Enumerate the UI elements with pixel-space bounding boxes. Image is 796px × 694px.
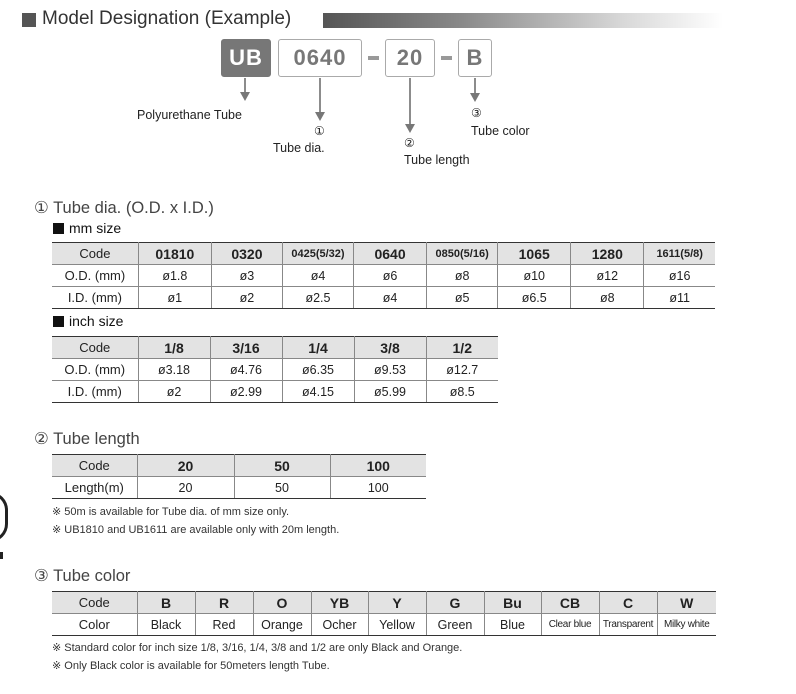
table-cell: Green bbox=[426, 614, 484, 636]
note-color-1: ※ Standard color for inch size 1/8, 3/16, 1/4, 3/8 and 1/2 are only Black and Orange. bbox=[52, 642, 463, 654]
table-cell: ø5 bbox=[427, 287, 498, 309]
table-cell: O bbox=[253, 592, 311, 614]
table-cell: 1/4 bbox=[282, 337, 354, 359]
table-cell: ø12.7 bbox=[426, 359, 498, 381]
table-cell: ø9.53 bbox=[354, 359, 426, 381]
designation-length-box: 20 bbox=[385, 39, 435, 77]
table-cell: 1065 bbox=[498, 243, 571, 265]
tube-length-table bbox=[52, 454, 426, 499]
table-cell: ø10 bbox=[498, 265, 571, 287]
mm-size-label: mm size bbox=[69, 220, 122, 236]
designation-prefix-box: UB bbox=[221, 39, 271, 77]
table-row bbox=[52, 265, 715, 287]
table-cell: C bbox=[599, 592, 657, 614]
mm-size-table bbox=[52, 242, 715, 309]
table-cell: 0640 bbox=[354, 243, 427, 265]
row-label: Code bbox=[52, 455, 137, 477]
table-cell: 01810 bbox=[138, 243, 211, 265]
table-cell: ø3 bbox=[211, 265, 282, 287]
table-row bbox=[52, 381, 498, 403]
table-cell: Transparent bbox=[599, 614, 657, 636]
table-cell: Bu bbox=[484, 592, 541, 614]
table-cell: ø8 bbox=[571, 287, 644, 309]
table-cell: ø2.99 bbox=[210, 381, 282, 403]
table-cell: 1611(5/8) bbox=[644, 243, 715, 265]
inch-size-table bbox=[52, 336, 498, 403]
mm-size-title bbox=[53, 220, 121, 236]
table-cell: 20 bbox=[137, 477, 234, 499]
table-cell: ø4.76 bbox=[210, 359, 282, 381]
note-length-2: ※ UB1810 and UB1611 are available only with 20m length. bbox=[52, 524, 340, 536]
table-cell: R bbox=[195, 592, 253, 614]
page-title: Model Designation (Example) bbox=[42, 8, 292, 29]
table-cell: ø2.5 bbox=[282, 287, 353, 309]
label-dia-number: ① bbox=[314, 124, 325, 138]
table-cell: ø6.5 bbox=[498, 287, 571, 309]
table-cell: ø11 bbox=[644, 287, 715, 309]
bullet-square bbox=[53, 316, 64, 327]
table-cell: 3/8 bbox=[354, 337, 426, 359]
edge-bracket bbox=[0, 492, 8, 542]
label-tube-dia: Tube dia. bbox=[273, 141, 325, 155]
table-cell: 0320 bbox=[211, 243, 282, 265]
table-row bbox=[52, 614, 716, 636]
table-cell: ø2 bbox=[211, 287, 282, 309]
table-cell: ø8 bbox=[427, 265, 498, 287]
table-cell: 0425(5/32) bbox=[282, 243, 353, 265]
table-cell: 3/16 bbox=[210, 337, 282, 359]
table-cell: 1/2 bbox=[426, 337, 498, 359]
label-tube-color: Tube color bbox=[471, 124, 530, 138]
row-label: Color bbox=[52, 614, 137, 636]
table-row bbox=[52, 359, 498, 381]
table-cell: 50 bbox=[234, 455, 330, 477]
designation-arrows bbox=[0, 0, 796, 180]
row-label: O.D. (mm) bbox=[52, 359, 138, 381]
table-cell: Blue bbox=[484, 614, 541, 636]
table-cell: ø6 bbox=[354, 265, 427, 287]
table-cell: Milky white bbox=[657, 614, 716, 636]
table-cell: 100 bbox=[330, 477, 426, 499]
table-cell: ø5.99 bbox=[354, 381, 426, 403]
designation-color-box: B bbox=[458, 39, 492, 77]
section-tube-color-title: ③ Tube color bbox=[34, 567, 131, 585]
row-label: I.D. (mm) bbox=[52, 381, 138, 403]
table-row bbox=[52, 592, 716, 614]
table-cell: 0850(5/16) bbox=[427, 243, 498, 265]
section-tube-length-title: ② Tube length bbox=[34, 430, 140, 448]
table-row bbox=[52, 287, 715, 309]
row-label: Code bbox=[52, 592, 137, 614]
table-cell: ø1.8 bbox=[138, 265, 211, 287]
row-label: Length(m) bbox=[52, 477, 137, 499]
table-row bbox=[52, 477, 426, 499]
table-cell: Clear blue bbox=[541, 614, 599, 636]
table-cell: Y bbox=[368, 592, 426, 614]
table-row bbox=[52, 243, 715, 265]
edge-tick bbox=[0, 552, 3, 559]
table-cell: G bbox=[426, 592, 484, 614]
row-label: Code bbox=[52, 337, 138, 359]
tube-color-table bbox=[52, 591, 716, 636]
table-cell: 50 bbox=[234, 477, 330, 499]
label-tube-length: Tube length bbox=[404, 153, 470, 167]
table-cell: CB bbox=[541, 592, 599, 614]
table-cell: 1280 bbox=[571, 243, 644, 265]
row-label: I.D. (mm) bbox=[52, 287, 138, 309]
table-cell: ø4 bbox=[282, 265, 353, 287]
table-cell: 1/8 bbox=[138, 337, 210, 359]
table-cell: ø6.35 bbox=[282, 359, 354, 381]
label-length-number: ② bbox=[404, 136, 415, 150]
table-cell: ø16 bbox=[644, 265, 715, 287]
row-label: O.D. (mm) bbox=[52, 265, 138, 287]
table-cell: Orange bbox=[253, 614, 311, 636]
table-row bbox=[52, 337, 498, 359]
section-tube-dia-title: ① Tube dia. (O.D. x I.D.) bbox=[34, 199, 214, 217]
inch-size-label: inch size bbox=[69, 313, 124, 329]
table-cell: Red bbox=[195, 614, 253, 636]
inch-size-title bbox=[53, 313, 123, 329]
table-cell: Black bbox=[137, 614, 195, 636]
table-cell: ø8.5 bbox=[426, 381, 498, 403]
table-cell: ø4.15 bbox=[282, 381, 354, 403]
table-cell: ø3.18 bbox=[138, 359, 210, 381]
table-cell: ø1 bbox=[138, 287, 211, 309]
table-cell: W bbox=[657, 592, 716, 614]
table-cell: ø2 bbox=[138, 381, 210, 403]
table-cell: YB bbox=[311, 592, 368, 614]
note-length-1: ※ 50m is available for Tube dia. of mm size only. bbox=[52, 506, 290, 518]
row-label: Code bbox=[52, 243, 138, 265]
table-row bbox=[52, 455, 426, 477]
table-cell: ø12 bbox=[571, 265, 644, 287]
note-color-2: ※ Only Black color is available for 50meters length Tube. bbox=[52, 660, 330, 672]
table-cell: 20 bbox=[137, 455, 234, 477]
label-color-number: ③ bbox=[471, 106, 482, 120]
table-cell: Yellow bbox=[368, 614, 426, 636]
label-polyurethane-tube: Polyurethane Tube bbox=[137, 108, 242, 122]
table-cell: 100 bbox=[330, 455, 426, 477]
bullet-square bbox=[53, 223, 64, 234]
table-cell: B bbox=[137, 592, 195, 614]
table-cell: ø4 bbox=[354, 287, 427, 309]
designation-dia-box: 0640 bbox=[278, 39, 362, 77]
table-cell: Ocher bbox=[311, 614, 368, 636]
